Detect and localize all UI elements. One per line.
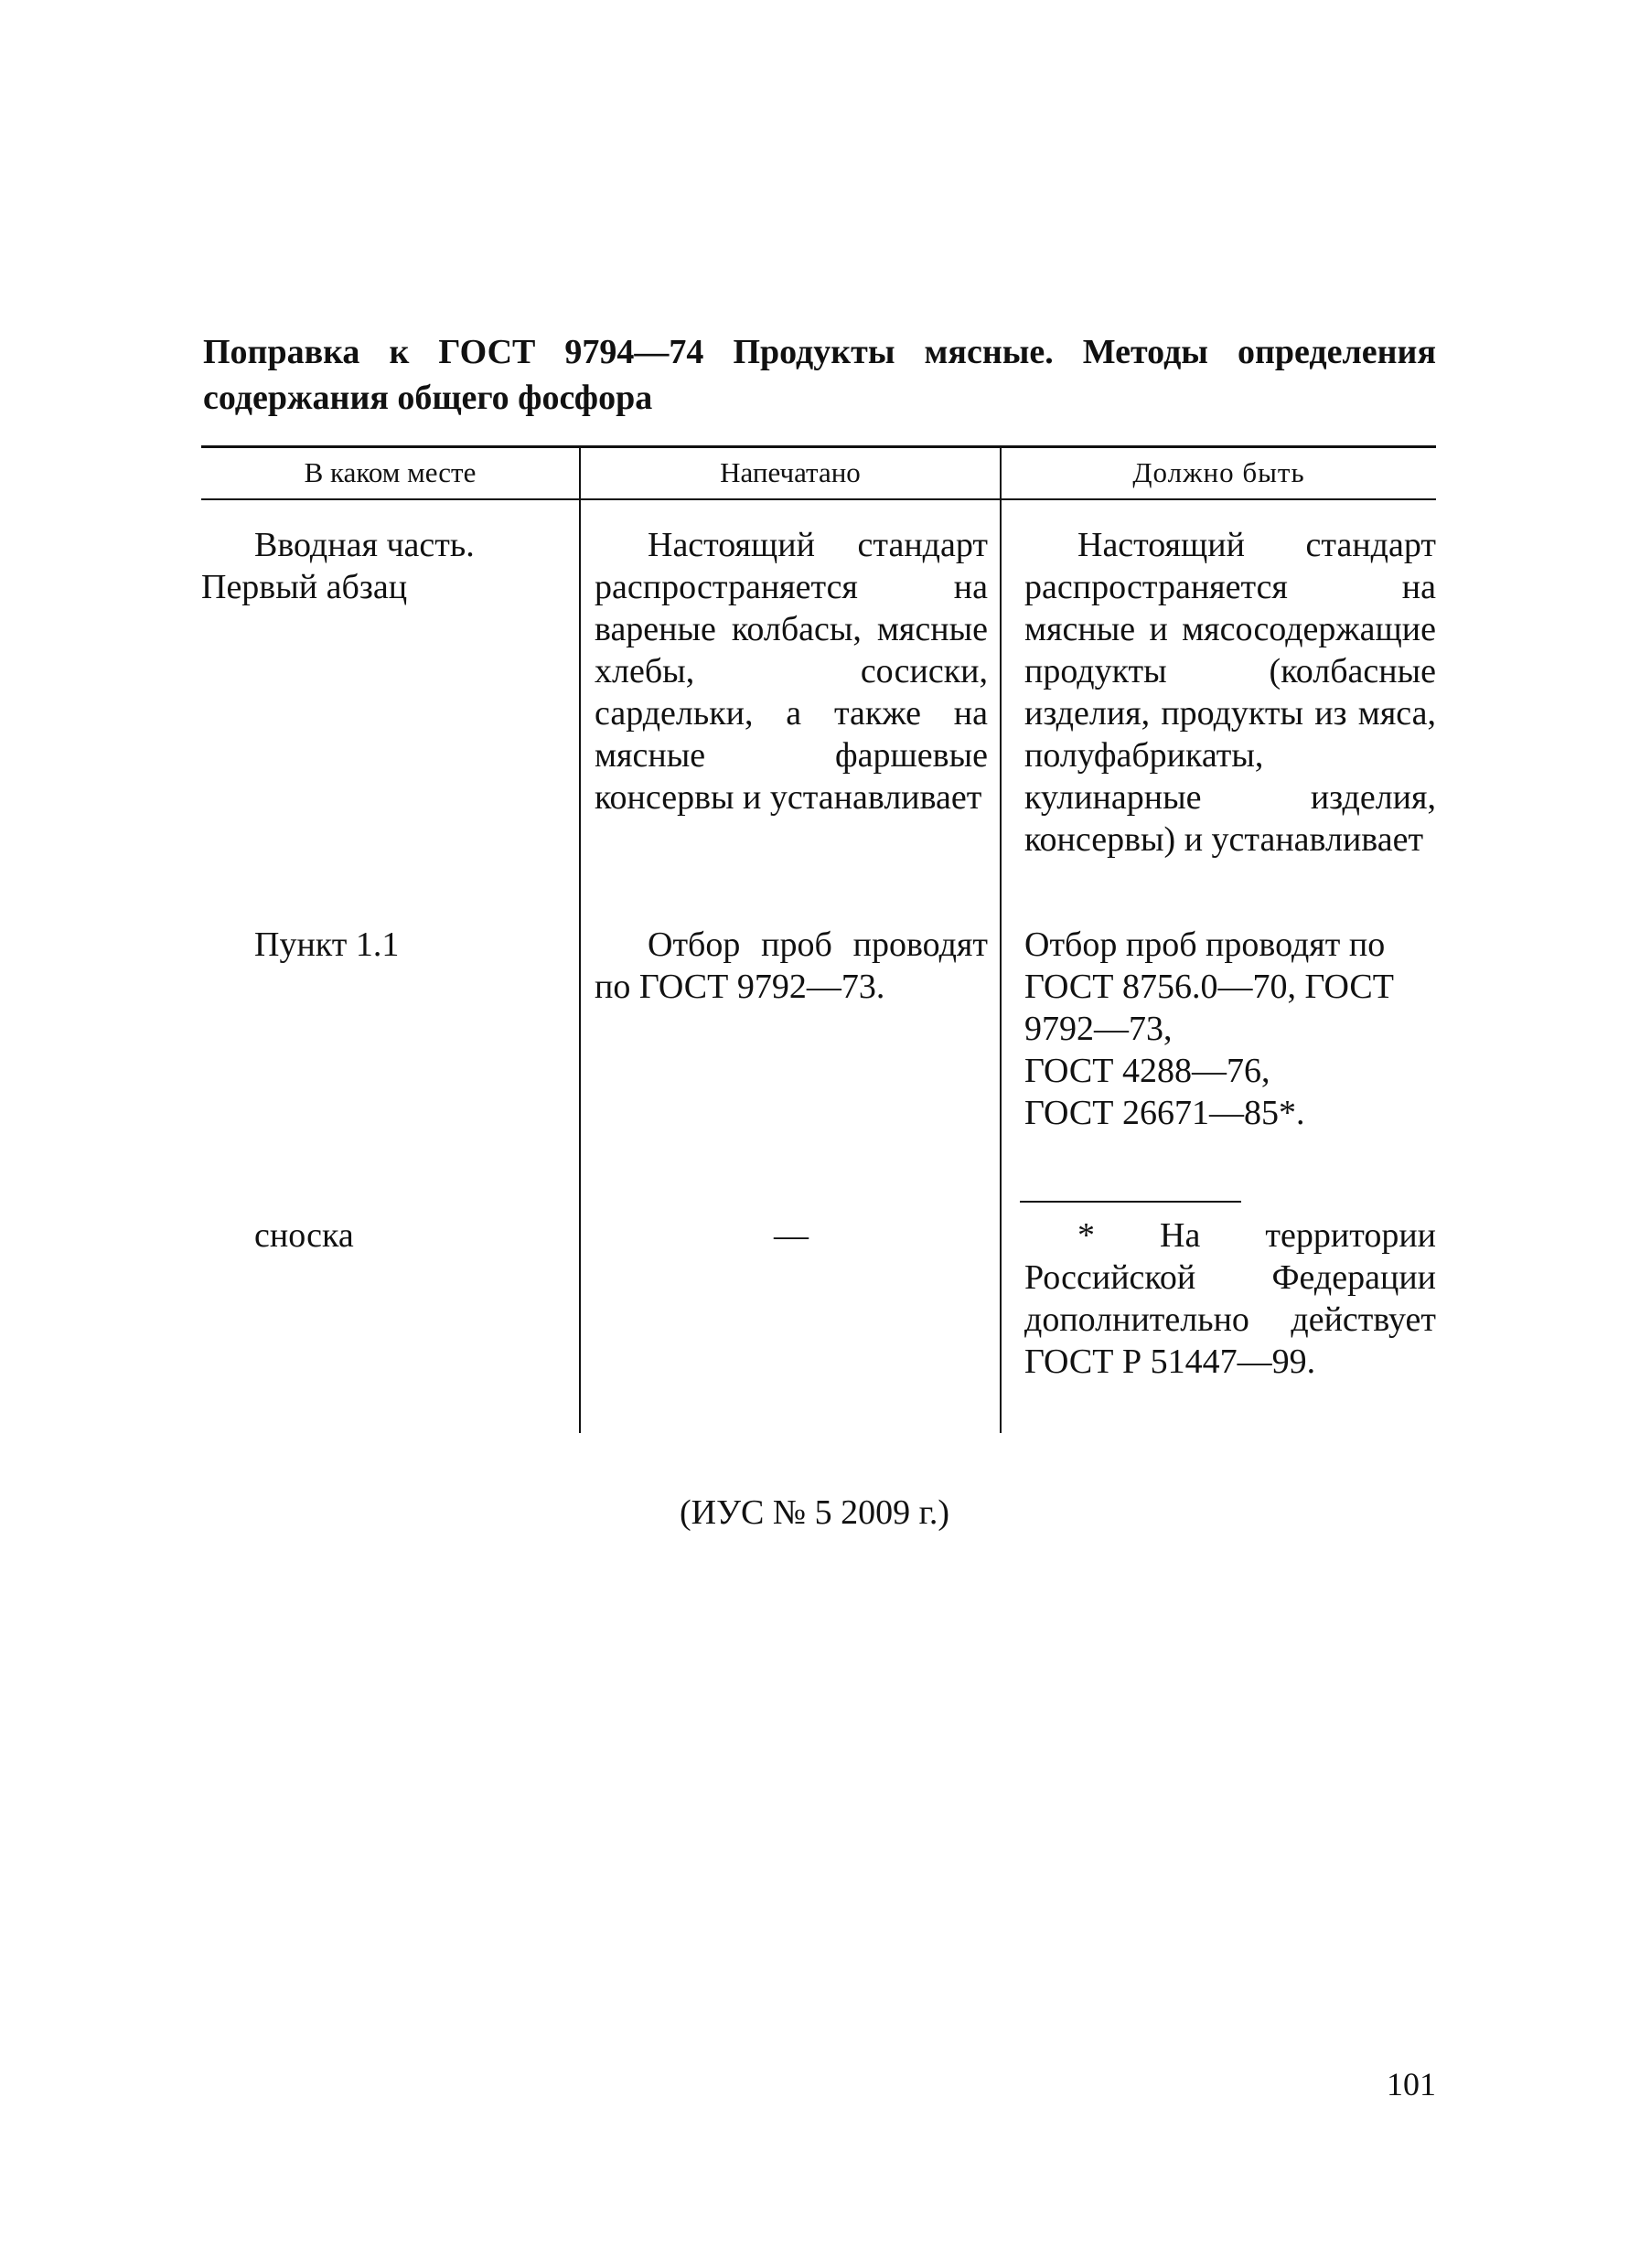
row2-should-be: Отбор проб проводят по ГОСТ 8756.0—70, ГОСТ 9792—73, ГОСТ 4288—76, ГОСТ 26671—85*. xyxy=(1024,925,1394,1132)
table-top-rule xyxy=(201,445,1436,448)
row1-place: Вводная часть. Первый абзац xyxy=(201,526,475,606)
footnote-rule xyxy=(1020,1201,1241,1203)
row1-printed: Настоящий стандарт распространяется на вареные колбасы, мясные хлебы, сосиски, сардельки, а также на мясные фаршевые консервы и устанавливает xyxy=(595,526,988,817)
row3-should-be: * На территории Российской Федерации дополнительно действует ГОСТ Р 51447—99. xyxy=(1024,1216,1436,1381)
column-divider-1 xyxy=(579,445,581,1433)
row2-printed: Отбор проб проводят по ГОСТ 9792—73. xyxy=(595,925,988,1006)
row1-should-be: Настоящий стандарт распространяется на мясные и мясосодержащие продукты (колбасные изделия, продукты из мяса, полуфабрикаты, кулинарные изделия, консервы) и устанавливает xyxy=(1024,526,1436,859)
table-header-rule xyxy=(201,498,1436,500)
issue-reference: (ИУС № 5 2009 г.) xyxy=(679,1493,950,1532)
page-title: Поправка к ГОСТ 9794—74 Продукты мясные. Методы определения содержания общего фосфора xyxy=(203,333,1436,417)
header-printed: Напечатано xyxy=(720,456,861,488)
column-divider-2 xyxy=(1000,445,1002,1433)
page-number: 101 xyxy=(1387,2066,1436,2102)
row2-place: Пункт 1.1 xyxy=(254,925,400,964)
row3-printed: — xyxy=(774,1216,809,1255)
header-place: В каком месте xyxy=(304,456,477,488)
correction-table xyxy=(201,445,1436,1433)
header-should-be: Должно быть xyxy=(1132,456,1305,488)
row3-place: сноска xyxy=(254,1216,354,1255)
